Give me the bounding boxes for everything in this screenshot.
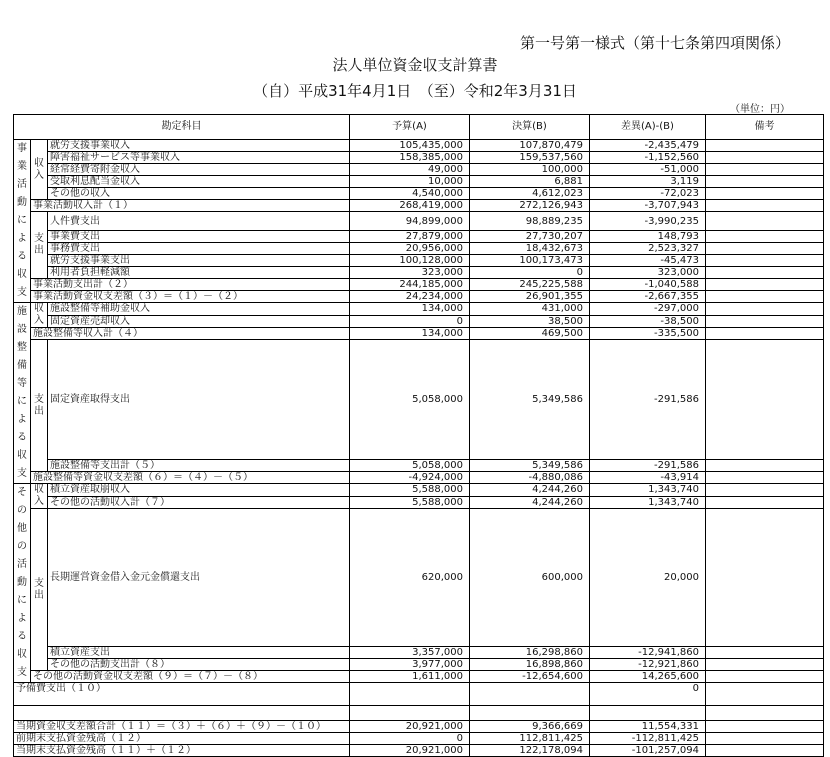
row-diff: -72,023 bbox=[590, 188, 706, 200]
table-row bbox=[14, 340, 824, 460]
col-header-budget: 予算(A) bbox=[350, 115, 470, 140]
row-label: 利用者負担軽減額 bbox=[48, 267, 350, 279]
row-actual: 5,349,586 bbox=[470, 459, 590, 472]
row-label: 当期資金収支差額合計（１１）＝（３）＋（６）＋（９）－（１０） bbox=[14, 721, 350, 733]
row-actual: 5,349,586 bbox=[470, 340, 590, 460]
row-diff: -335,500 bbox=[590, 328, 706, 340]
row-note bbox=[706, 140, 824, 152]
table-row-subtotal bbox=[14, 659, 824, 671]
row-label: 施設整備等補助金収入 bbox=[48, 303, 350, 316]
row-note bbox=[706, 340, 824, 460]
row-budget: 3,977,000 bbox=[350, 659, 470, 671]
table-row-subtotal bbox=[14, 200, 824, 212]
row-diff: 14,265,600 bbox=[590, 671, 706, 683]
row-actual: 600,000 bbox=[470, 509, 590, 647]
row-budget: 134,000 bbox=[350, 303, 470, 316]
row-actual: 469,500 bbox=[470, 328, 590, 340]
row-budget: 5,588,000 bbox=[350, 484, 470, 497]
row-label: 積立資産支出 bbox=[48, 647, 350, 659]
row-budget: 10,000 bbox=[350, 176, 470, 188]
table-row-balance bbox=[14, 472, 824, 484]
row-note bbox=[706, 188, 824, 200]
table-row bbox=[14, 509, 824, 647]
row-actual: 27,730,207 bbox=[470, 231, 590, 243]
group-expense: 支出 bbox=[31, 212, 48, 279]
row-diff: 2,523,327 bbox=[590, 243, 706, 255]
table-row bbox=[14, 484, 824, 497]
col-header-diff: 差異(A)-(B) bbox=[590, 115, 706, 140]
row-budget: 1,611,000 bbox=[350, 671, 470, 683]
row-diff: 148,793 bbox=[590, 231, 706, 243]
table-row bbox=[14, 303, 824, 316]
row-actual: 122,178,094 bbox=[470, 745, 590, 757]
row-note bbox=[706, 164, 824, 176]
row-diff: 0 bbox=[590, 683, 706, 706]
row-budget: 100,128,000 bbox=[350, 255, 470, 267]
row-actual: 38,500 bbox=[470, 315, 590, 328]
row-actual: -12,654,600 bbox=[470, 671, 590, 683]
row-note bbox=[706, 721, 824, 733]
row-actual: 98,889,235 bbox=[470, 212, 590, 231]
row-diff: -3,990,235 bbox=[590, 212, 706, 231]
table-row-subtotal bbox=[14, 279, 824, 291]
group-expense: 支出 bbox=[31, 340, 48, 472]
row-note bbox=[706, 231, 824, 243]
table-row bbox=[14, 647, 824, 659]
row-budget: 0 bbox=[350, 315, 470, 328]
row-label: 就労支援事業支出 bbox=[48, 255, 350, 267]
row-diff: 1,343,740 bbox=[590, 484, 706, 497]
row-budget: 5,588,000 bbox=[350, 496, 470, 509]
row-diff: 3,119 bbox=[590, 176, 706, 188]
row-actual: 26,901,355 bbox=[470, 291, 590, 303]
col-header-item: 勘定科目 bbox=[14, 115, 350, 140]
table-row bbox=[14, 243, 824, 255]
row-label: 事業活動収入計（１） bbox=[31, 200, 350, 212]
row-actual: 0 bbox=[470, 267, 590, 279]
row-label: 事務費支出 bbox=[48, 243, 350, 255]
row-diff: -51,000 bbox=[590, 164, 706, 176]
row-budget bbox=[350, 683, 470, 706]
row-label: 障害福祉サービス等事業収入 bbox=[48, 152, 350, 164]
group-income: 収入 bbox=[31, 140, 48, 200]
group-expense: 支出 bbox=[31, 509, 48, 671]
row-budget: 24,234,000 bbox=[350, 291, 470, 303]
row-budget: 134,000 bbox=[350, 328, 470, 340]
row-label: 固定資産取得支出 bbox=[48, 340, 350, 460]
row-note bbox=[706, 315, 824, 328]
document-title: 法人単位資金収支計算書 bbox=[332, 56, 498, 74]
row-diff: -2,667,355 bbox=[590, 291, 706, 303]
table-row-subtotal bbox=[14, 496, 824, 509]
row-budget: 323,000 bbox=[350, 267, 470, 279]
row-budget: 20,921,000 bbox=[350, 745, 470, 757]
row-actual: 4,244,260 bbox=[470, 496, 590, 509]
row-label: 施設整備等収入計（４） bbox=[31, 328, 350, 340]
table-row bbox=[14, 140, 824, 152]
table-row bbox=[14, 152, 824, 164]
row-diff: -112,811,425 bbox=[590, 733, 706, 745]
row-diff: 323,000 bbox=[590, 267, 706, 279]
row-diff: -1,040,588 bbox=[590, 279, 706, 291]
row-diff: -2,435,479 bbox=[590, 140, 706, 152]
row-label: 事業活動資金収支差額（３）＝（１）－（２） bbox=[31, 291, 350, 303]
row-diff: -101,257,094 bbox=[590, 745, 706, 757]
row-diff: -291,586 bbox=[590, 459, 706, 472]
fiscal-period: （自）平成31年4月1日 （至）令和2年3月31日 bbox=[253, 82, 577, 100]
row-diff: -297,000 bbox=[590, 303, 706, 316]
row-note bbox=[706, 683, 824, 706]
row-budget: 5,058,000 bbox=[350, 340, 470, 460]
group-other: その他の活動による収支 bbox=[14, 484, 31, 683]
row-actual: 4,244,260 bbox=[470, 484, 590, 497]
row-label: 積立資産取崩収入 bbox=[48, 484, 350, 497]
row-note bbox=[706, 279, 824, 291]
row-budget: 20,956,000 bbox=[350, 243, 470, 255]
table-header-row bbox=[14, 115, 824, 140]
col-header-actual: 決算(B) bbox=[470, 115, 590, 140]
row-actual: 4,612,023 bbox=[470, 188, 590, 200]
table-row-balance bbox=[14, 671, 824, 683]
row-budget: 4,540,000 bbox=[350, 188, 470, 200]
group-operating: 事業活動による収支 bbox=[14, 140, 31, 303]
row-note bbox=[706, 255, 824, 267]
row-note bbox=[706, 152, 824, 164]
row-label: 予備費支出（１０） bbox=[14, 683, 350, 706]
table-row bbox=[14, 176, 824, 188]
form-number: 第一号第一様式（第十七条第四項関係） bbox=[520, 34, 791, 52]
row-label: その他の活動資金収支差額（９）＝（７）－（８） bbox=[31, 671, 350, 683]
row-diff: -43,914 bbox=[590, 472, 706, 484]
row-budget: 0 bbox=[350, 733, 470, 745]
row-note bbox=[706, 267, 824, 279]
row-label: 就労支援事業収入 bbox=[48, 140, 350, 152]
row-note bbox=[706, 484, 824, 497]
col-header-note: 備考 bbox=[706, 115, 824, 140]
row-actual: 18,432,673 bbox=[470, 243, 590, 255]
row-label: 固定資産売却収入 bbox=[48, 315, 350, 328]
row-budget: 3,357,000 bbox=[350, 647, 470, 659]
row-diff: -12,941,860 bbox=[590, 647, 706, 659]
row-label: 事業活動支出計（２） bbox=[31, 279, 350, 291]
row-note bbox=[706, 509, 824, 647]
table-row-total bbox=[14, 745, 824, 757]
row-label: 受取利息配当金収入 bbox=[48, 176, 350, 188]
row-note bbox=[706, 291, 824, 303]
row-actual: 16,898,860 bbox=[470, 659, 590, 671]
row-label: その他の活動支出計（８） bbox=[48, 659, 350, 671]
row-diff: 11,554,331 bbox=[590, 721, 706, 733]
row-diff: -291,586 bbox=[590, 340, 706, 460]
table-row bbox=[14, 164, 824, 176]
row-budget: 94,899,000 bbox=[350, 212, 470, 231]
row-label: その他の収入 bbox=[48, 188, 350, 200]
row-note bbox=[706, 496, 824, 509]
table-row bbox=[14, 231, 824, 243]
row-budget: 620,000 bbox=[350, 509, 470, 647]
row-budget: 268,419,000 bbox=[350, 200, 470, 212]
row-actual: 9,366,669 bbox=[470, 721, 590, 733]
table-row-total bbox=[14, 721, 824, 733]
row-diff: -12,921,860 bbox=[590, 659, 706, 671]
row-budget: -4,924,000 bbox=[350, 472, 470, 484]
row-budget: 244,185,000 bbox=[350, 279, 470, 291]
row-actual: 245,225,588 bbox=[470, 279, 590, 291]
group-facility: 施設整備等による収支 bbox=[14, 303, 31, 484]
row-note bbox=[706, 472, 824, 484]
row-diff: -3,707,943 bbox=[590, 200, 706, 212]
table-row bbox=[14, 188, 824, 200]
row-actual: 107,870,479 bbox=[470, 140, 590, 152]
row-note bbox=[706, 303, 824, 316]
row-actual bbox=[470, 683, 590, 706]
row-note bbox=[706, 733, 824, 745]
row-actual: 431,000 bbox=[470, 303, 590, 316]
row-note bbox=[706, 459, 824, 472]
row-actual: 100,000 bbox=[470, 164, 590, 176]
table-row-subtotal bbox=[14, 459, 824, 472]
row-actual: -4,880,086 bbox=[470, 472, 590, 484]
row-note bbox=[706, 212, 824, 231]
row-note bbox=[706, 176, 824, 188]
row-label: 人件費支出 bbox=[48, 212, 350, 231]
unit-label: （単位：円） bbox=[730, 104, 790, 115]
row-budget: 27,879,000 bbox=[350, 231, 470, 243]
row-diff: 20,000 bbox=[590, 509, 706, 647]
row-label: 経常経費寄附金収入 bbox=[48, 164, 350, 176]
row-diff: -38,500 bbox=[590, 315, 706, 328]
row-actual: 16,298,860 bbox=[470, 647, 590, 659]
row-note bbox=[706, 745, 824, 757]
row-budget: 158,385,000 bbox=[350, 152, 470, 164]
table-row-total bbox=[14, 733, 824, 745]
row-actual: 272,126,943 bbox=[470, 200, 590, 212]
row-diff: 1,343,740 bbox=[590, 496, 706, 509]
table-row bbox=[14, 212, 824, 231]
cash-flow-table bbox=[13, 114, 824, 757]
group-income: 収入 bbox=[31, 484, 48, 509]
row-note bbox=[706, 671, 824, 683]
table-row-balance bbox=[14, 291, 824, 303]
row-label: 施設整備等資金収支差額（６）＝（４）－（５） bbox=[31, 472, 350, 484]
row-note bbox=[706, 647, 824, 659]
row-budget: 20,921,000 bbox=[350, 721, 470, 733]
row-note bbox=[706, 328, 824, 340]
row-label: 前期末支払資金残高（１２） bbox=[14, 733, 350, 745]
row-label: 事業費支出 bbox=[48, 231, 350, 243]
row-actual: 112,811,425 bbox=[470, 733, 590, 745]
row-budget: 5,058,000 bbox=[350, 459, 470, 472]
row-diff: -1,152,560 bbox=[590, 152, 706, 164]
row-note bbox=[706, 659, 824, 671]
table-row bbox=[14, 315, 824, 328]
row-actual: 159,537,560 bbox=[470, 152, 590, 164]
table-row bbox=[14, 255, 824, 267]
row-note bbox=[706, 243, 824, 255]
row-label: 当期末支払資金残高（１１）＋（１２） bbox=[14, 745, 350, 757]
table-row bbox=[14, 267, 824, 279]
row-diff: -45,473 bbox=[590, 255, 706, 267]
row-budget: 49,000 bbox=[350, 164, 470, 176]
row-actual: 100,173,473 bbox=[470, 255, 590, 267]
table-row-reserve bbox=[14, 683, 824, 706]
row-note bbox=[706, 200, 824, 212]
row-actual: 6,881 bbox=[470, 176, 590, 188]
table-row-subtotal bbox=[14, 328, 824, 340]
table-spacer-row bbox=[14, 706, 824, 721]
row-label: 長期運営資金借入金元金償還支出 bbox=[48, 509, 350, 647]
row-budget: 105,435,000 bbox=[350, 140, 470, 152]
row-label: 施設整備等支出計（５） bbox=[48, 459, 350, 472]
group-income: 収入 bbox=[31, 303, 48, 328]
row-label: その他の活動収入計（７） bbox=[48, 496, 350, 509]
